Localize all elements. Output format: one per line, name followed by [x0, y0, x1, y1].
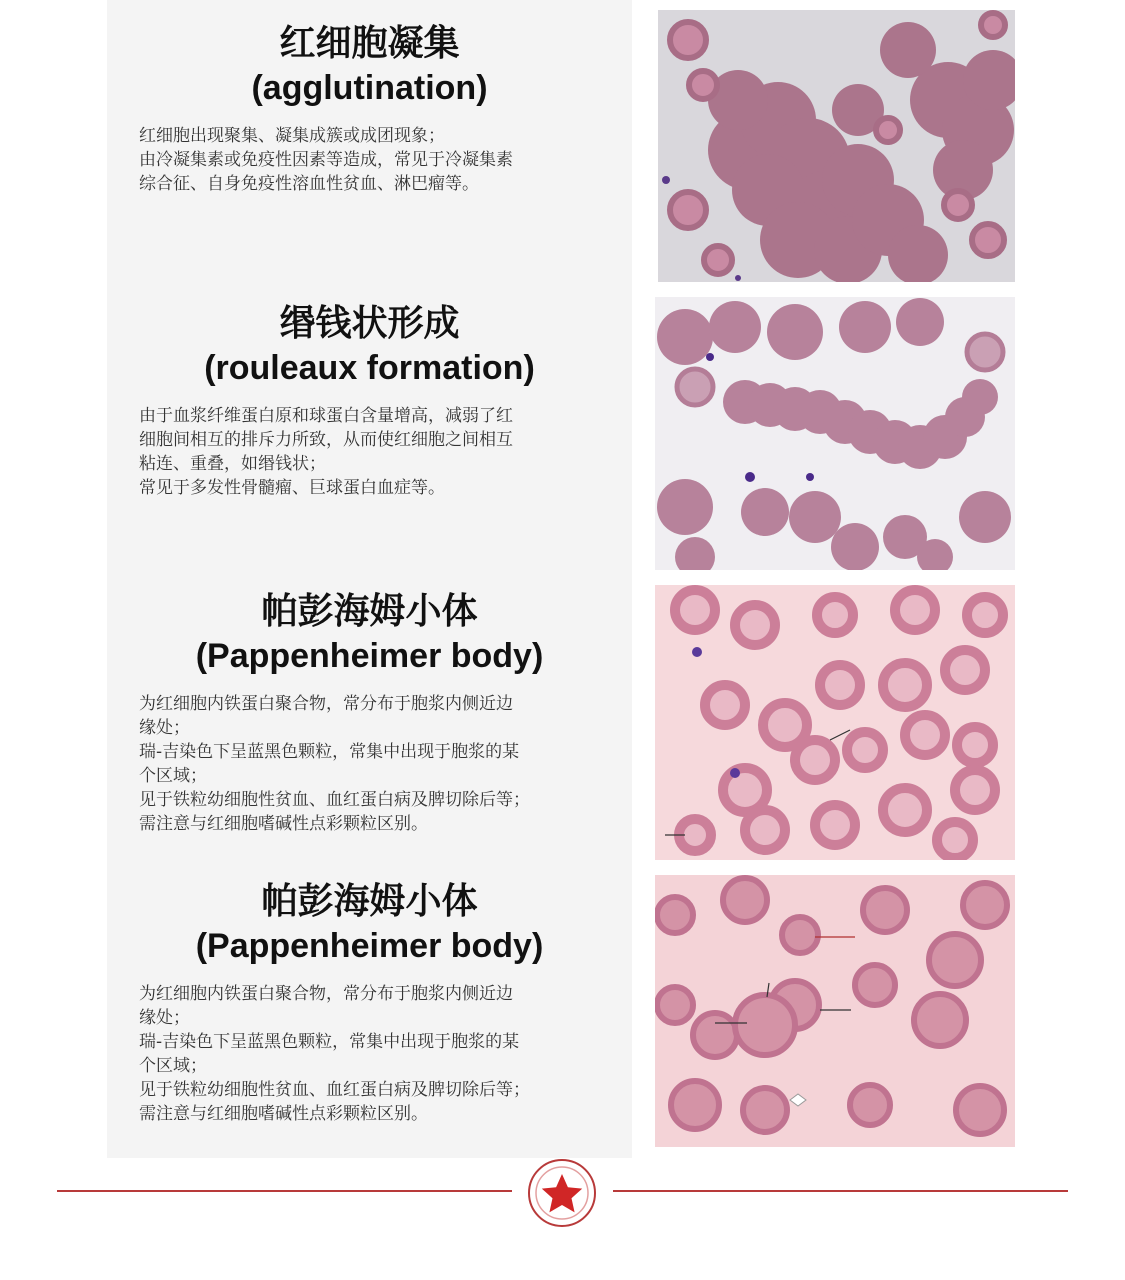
section-description — [139, 982, 599, 1126]
footer-divider-right — [613, 1190, 1068, 1192]
description-line: 由冷凝集素或免疫性因素等造成，常见于冷凝集素 — [139, 150, 513, 170]
section-title-zh: 帕彭海姆小体 — [261, 881, 478, 922]
description-line: 缘处； — [139, 718, 190, 738]
pappenheimer-micrograph-1 — [655, 585, 1015, 860]
description-line: 综合征、自身免疫性溶血性贫血、淋巴瘤等。 — [139, 174, 479, 194]
section-title-en: (Pappenheimer body) — [195, 927, 544, 965]
description-line: 缘处； — [139, 1008, 190, 1028]
description-line: 为红细胞内铁蛋白聚合物，常分布于胞浆内侧近边 — [139, 694, 513, 714]
section-title-zh: 缗钱状形成 — [279, 303, 460, 344]
pappenheimer-micrograph-2 — [655, 875, 1015, 1147]
description-line: 个区域； — [139, 1056, 207, 1076]
section-description — [139, 404, 599, 500]
description-line: 需注意与红细胞嗜碱性点彩颗粒区别。 — [139, 814, 428, 834]
description-line: 瑞-吉染色下呈蓝黑色颗粒，常集中出现于胞浆的某 — [139, 742, 520, 762]
section-title-zh: 红细胞凝集 — [279, 23, 460, 64]
description-line: 需注意与红细胞嗜碱性点彩颗粒区别。 — [139, 1104, 428, 1124]
section-agglutination — [107, 22, 632, 196]
description-line: 常见于多发性骨髓瘤、巨球蛋白血症等。 — [139, 478, 445, 498]
section-title-zh: 帕彭海姆小体 — [261, 591, 478, 632]
description-line: 粘连、重叠，如缗钱状； — [139, 454, 326, 474]
star-icon — [527, 1158, 597, 1228]
section-pappenheimer-2 — [107, 880, 632, 1126]
section-title-en: (agglutination) — [251, 69, 488, 107]
section-title-en: (Pappenheimer body) — [195, 637, 544, 675]
section-rouleaux — [107, 302, 632, 500]
description-line: 见于铁粒幼细胞性贫血、血红蛋白病及脾切除后等； — [139, 1080, 530, 1100]
section-title-en: (rouleaux formation) — [204, 349, 535, 387]
section-pappenheimer-1 — [107, 590, 632, 836]
section-description — [139, 124, 599, 196]
agglutination-micrograph — [658, 10, 1015, 282]
section-description — [139, 692, 599, 836]
description-line: 细胞间相互的排斥力所致，从而使红细胞之间相互 — [139, 430, 513, 450]
rouleaux-micrograph — [655, 297, 1015, 570]
description-line: 由于血浆纤维蛋白原和球蛋白含量增高，减弱了红 — [139, 406, 513, 426]
description-line: 个区域； — [139, 766, 207, 786]
description-line: 红细胞出现聚集、凝集成簇或成团现象； — [139, 126, 445, 146]
footer-divider-left — [57, 1190, 512, 1192]
description-line: 见于铁粒幼细胞性贫血、血红蛋白病及脾切除后等； — [139, 790, 530, 810]
description-line: 为红细胞内铁蛋白聚合物，常分布于胞浆内侧近边 — [139, 984, 513, 1004]
description-line: 瑞-吉染色下呈蓝黑色颗粒，常集中出现于胞浆的某 — [139, 1032, 520, 1052]
